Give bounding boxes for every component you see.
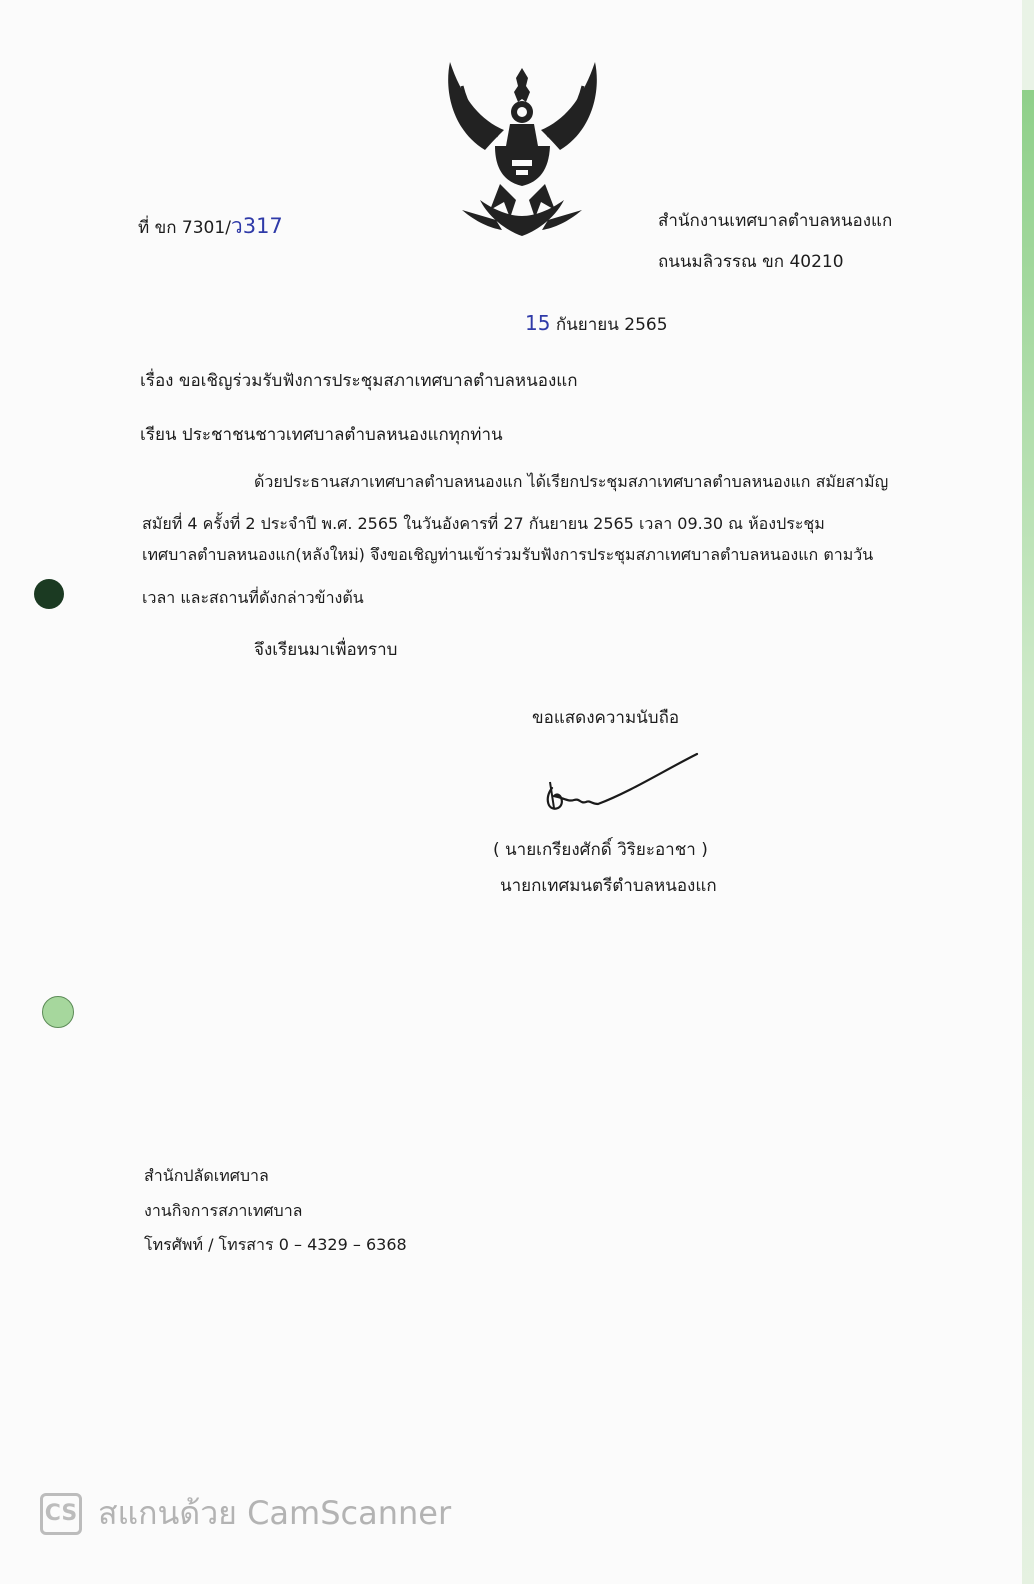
regards-line: ขอแสดงความนับถือ: [532, 708, 680, 728]
body-line: เวลา และสถานที่ดังกล่าวข้างต้น: [142, 588, 364, 607]
signer-name: ( นายเกรียงศักดิ์ วิริยะอาชา ): [493, 840, 708, 860]
footer-department: สำนักปลัดเทศบาล: [144, 1166, 269, 1185]
footer-section: งานกิจการสภาเทศบาล: [144, 1201, 303, 1220]
closing-line: จึงเรียนมาเพื่อทราบ: [254, 640, 398, 660]
letter-date: [525, 311, 668, 338]
camscanner-logo-icon: CS: [40, 1493, 82, 1535]
letter-salutation: เรียน ประชาชนชาวเทศบาลตำบลหนองแกทุกท่าน: [140, 425, 503, 445]
punch-hole: [34, 579, 64, 609]
body-line: สมัยที่ 4 ครั้งที่ 2 ประจำปี พ.ศ. 2565 ในวันอังคารที่ 27 กันยายน 2565 เวลา 09.30 ณ ห้องประชุม: [142, 514, 825, 533]
signer-position: นายกเทศมนตรีตำบลหนองแก: [500, 876, 717, 896]
date-month-year: กันยายน 2565: [555, 315, 668, 335]
camscanner-watermark: [40, 1488, 451, 1539]
garuda-emblem-icon: [440, 50, 605, 240]
signature-icon: [540, 748, 705, 820]
body-line: เทศบาลตำบลหนองแก(หลังใหม่) จึงขอเชิญท่านเข้าร่วมรับฟังการประชุมสภาเทศบาลตำบลหนองแก ตามวัน: [142, 545, 874, 564]
scan-edge: [1022, 90, 1034, 1584]
camscanner-text: สแกนด้วย CamScanner: [98, 1494, 452, 1532]
reference-handwritten-number: ว317: [230, 214, 283, 238]
body-line: ด้วยประธานสภาเทศบาลตำบลหนองแก ได้เรียกประชุมสภาเทศบาลตำบลหนองแก สมัยสามัญ: [254, 472, 889, 491]
letter-subject: เรื่อง ขอเชิญร่วมรับฟังการประชุมสภาเทศบาลตำบลหนองแก: [140, 371, 578, 391]
punch-hole: [42, 996, 74, 1028]
reference-number: [138, 210, 283, 243]
office-address: ถนนมลิวรรณ ขก 40210: [658, 252, 844, 272]
date-day: 15: [525, 311, 551, 335]
office-name: สำนักงานเทศบาลตำบลหนองแก: [658, 211, 893, 231]
reference-prefix: ที่ ขก 7301/: [138, 218, 231, 238]
footer-phone: โทรศัพท์ / โทรสาร 0 – 4329 – 6368: [144, 1235, 407, 1254]
